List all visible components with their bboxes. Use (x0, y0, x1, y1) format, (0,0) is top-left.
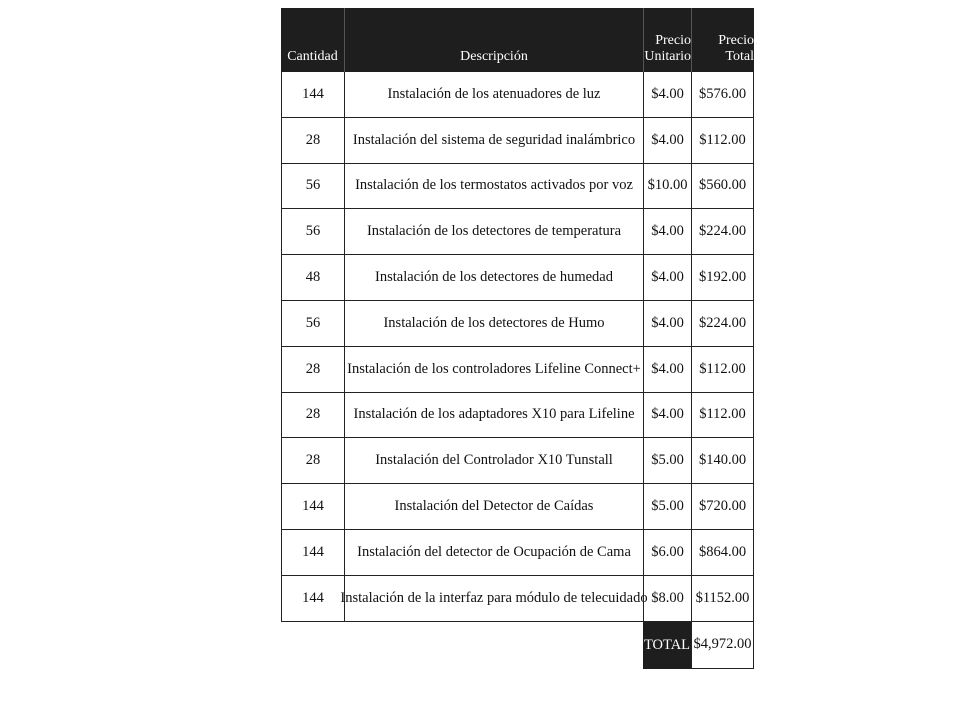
table-row (282, 438, 753, 484)
cell-quantity: 144 (302, 543, 324, 560)
cell-unit-price: $4.00 (643, 347, 691, 392)
cell-description: Instalación de los controladores Lifeline Connect+ (344, 347, 643, 392)
cell-description: Instalación de los termostatos activados por voz (344, 164, 643, 209)
cell-description: Instalación de la interfaz para módulo de telecuidado (344, 576, 643, 621)
cell-unit-price: $4.00 (643, 393, 691, 438)
table-header (281, 8, 754, 72)
header-total-price-line1: Precio (718, 33, 754, 48)
header-unit-price-line1: Precio (655, 33, 691, 48)
cell-unit-price: $4.00 (643, 118, 691, 163)
table-row (282, 164, 753, 210)
cell-unit-price: $5.00 (643, 438, 691, 483)
table-body (281, 72, 754, 622)
cell-description: Instalación del sistema de seguridad inalámbrico (344, 118, 643, 163)
cell-description: Instalación de los atenuadores de luz (344, 72, 643, 117)
cell-quantity: 56 (305, 314, 321, 331)
cell-description: Instalación de los detectores de humedad (344, 255, 643, 300)
cell-quantity: 28 (305, 452, 321, 469)
cell-quantity: 56 (305, 177, 321, 194)
total-row (643, 622, 754, 669)
cell-unit-price: $4.00 (643, 301, 691, 346)
cell-description: Instalación de los detectores de temperatura (344, 209, 643, 254)
header-description: Descripción (344, 8, 643, 72)
table-row (282, 255, 753, 301)
total-label: TOTAL (643, 622, 691, 669)
header-unit-price-line2: Unitario (644, 49, 691, 64)
cell-quantity: 56 (305, 223, 321, 240)
cell-unit-price: $4.00 (643, 72, 691, 117)
cell-quantity: 144 (302, 498, 324, 515)
cell-total-price: $560.00 (691, 164, 753, 209)
price-table (281, 8, 754, 669)
table-row (282, 118, 753, 164)
cell-description: Instalación del detector de Ocupación de Cama (344, 530, 643, 575)
table-row (282, 72, 753, 118)
cell-quantity: 28 (305, 406, 321, 423)
cell-total-price: $1152.00 (691, 576, 753, 621)
table-row (282, 530, 753, 576)
header-quantity: Cantidad (287, 49, 338, 64)
cell-quantity: 144 (302, 85, 324, 102)
cell-quantity: 144 (302, 589, 324, 606)
cell-unit-price: $8.00 (643, 576, 691, 621)
cell-description: Instalación de los detectores de Humo (344, 301, 643, 346)
cell-description: Instalación del Detector de Caídas (344, 484, 643, 529)
cell-total-price: $192.00 (691, 255, 753, 300)
cell-unit-price: $10.00 (643, 164, 691, 209)
cell-total-price: $140.00 (691, 438, 753, 483)
cell-quantity: 28 (305, 360, 321, 377)
cell-total-price: $112.00 (691, 393, 753, 438)
table-row (282, 209, 753, 255)
cell-unit-price: $4.00 (643, 209, 691, 254)
cell-quantity: 48 (305, 269, 321, 286)
total-value: $4,972.00 (691, 622, 754, 669)
table-row (282, 301, 753, 347)
cell-total-price: $224.00 (691, 209, 753, 254)
header-unit-price (643, 8, 691, 72)
cell-unit-price: $6.00 (643, 530, 691, 575)
cell-total-price: $112.00 (691, 347, 753, 392)
cell-unit-price: $5.00 (643, 484, 691, 529)
header-total-price (691, 8, 754, 72)
table-row (282, 484, 753, 530)
cell-total-price: $224.00 (691, 301, 753, 346)
table-row (282, 576, 753, 622)
cell-description: Instalación de los adaptadores X10 para Lifeline (344, 393, 643, 438)
cell-unit-price: $4.00 (643, 255, 691, 300)
table-row (282, 347, 753, 393)
cell-total-price: $112.00 (691, 118, 753, 163)
cell-total-price: $720.00 (691, 484, 753, 529)
table-row (282, 393, 753, 439)
cell-description: Instalación del Controlador X10 Tunstall (344, 438, 643, 483)
header-total-price-line2: Total (725, 49, 754, 64)
cell-total-price: $576.00 (691, 72, 753, 117)
cell-quantity: 28 (305, 131, 321, 148)
cell-total-price: $864.00 (691, 530, 753, 575)
